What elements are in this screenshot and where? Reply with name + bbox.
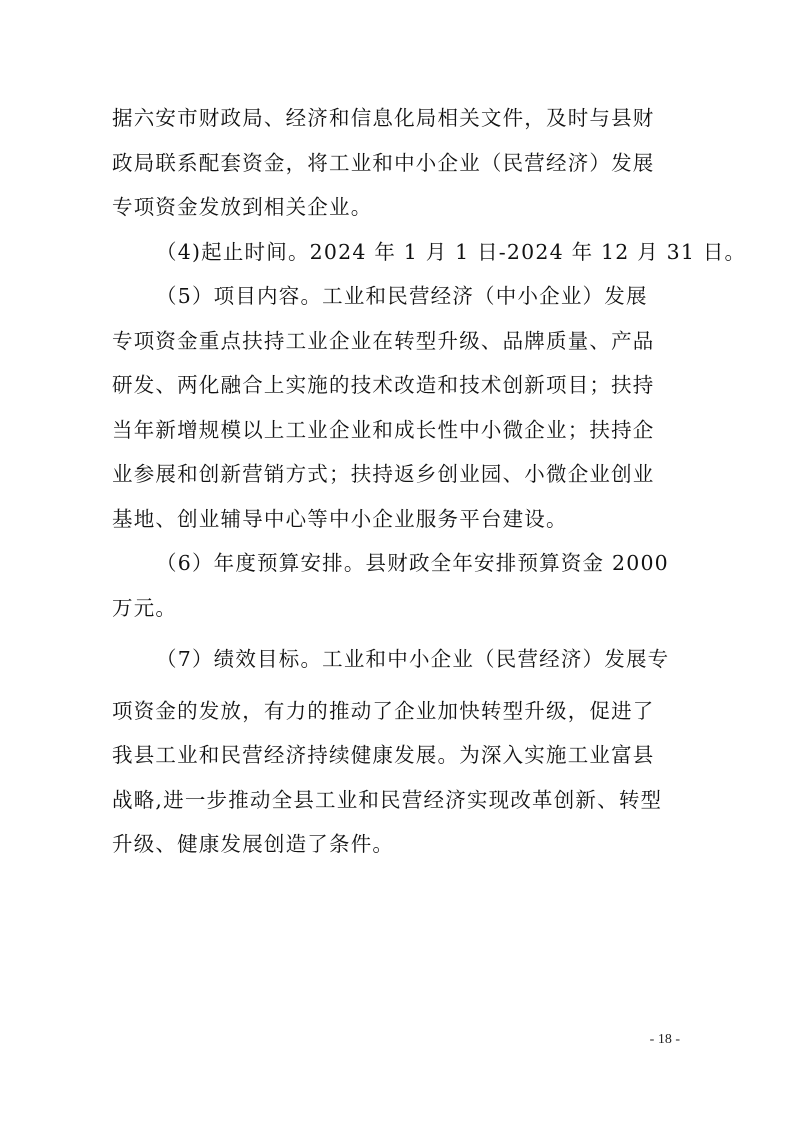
text-line: 研发、两化融合上实施的技术改造和技术创新项目；扶持 xyxy=(112,373,655,397)
text-line: 据六安市财政局、经济和信息化局相关文件，及时与县财 xyxy=(112,106,655,130)
text-line: 业参展和创新营销方式；扶持返乡创业园、小微企业创业 xyxy=(112,462,655,486)
text-line: 当年新增规模以上工业企业和成长性中小微企业；扶持企 xyxy=(112,417,655,442)
text-line: 战略,进一步推动全县工业和民营经济实现改革创新、转型 xyxy=(112,787,663,812)
text-line: 专项资金重点扶持工业企业在转型升级、品牌质量、产品 xyxy=(112,328,655,353)
page-number: - 18 - xyxy=(649,1032,680,1047)
text-line: 基地、创业辅导中心等中小企业服务平台建设。 xyxy=(112,506,568,531)
paragraph-start-budget: （6）年度预算安排。县财政全年安排预算资金 2000 xyxy=(156,551,669,575)
body-text xyxy=(112,96,747,867)
text-line: 万元。 xyxy=(112,595,178,620)
text-line: 政局联系配套资金，将工业和中小企业（民营经济）发展 xyxy=(112,150,655,175)
text-line: 项资金的发放，有力的推动了企业加快转型升级，促进了 xyxy=(112,698,655,723)
text-line: 专项资金发放到相关企业。 xyxy=(112,195,373,219)
paragraph-start-term: （4)起止时间。2024 年 1 月 1 日-2024 年 12 月 31 日。 xyxy=(156,239,747,264)
paragraph-start-content: （5）项目内容。工业和民营经济（中小企业）发展 xyxy=(156,284,648,308)
text-line: 我县工业和民营经济持续健康发展。为深入实施工业富县 xyxy=(112,743,655,767)
paragraph-start-goals: （7）绩效目标。工业和中小企业（民营经济）发展专 xyxy=(156,647,670,671)
text-line: 升级、健康发展创造了条件。 xyxy=(112,832,395,856)
